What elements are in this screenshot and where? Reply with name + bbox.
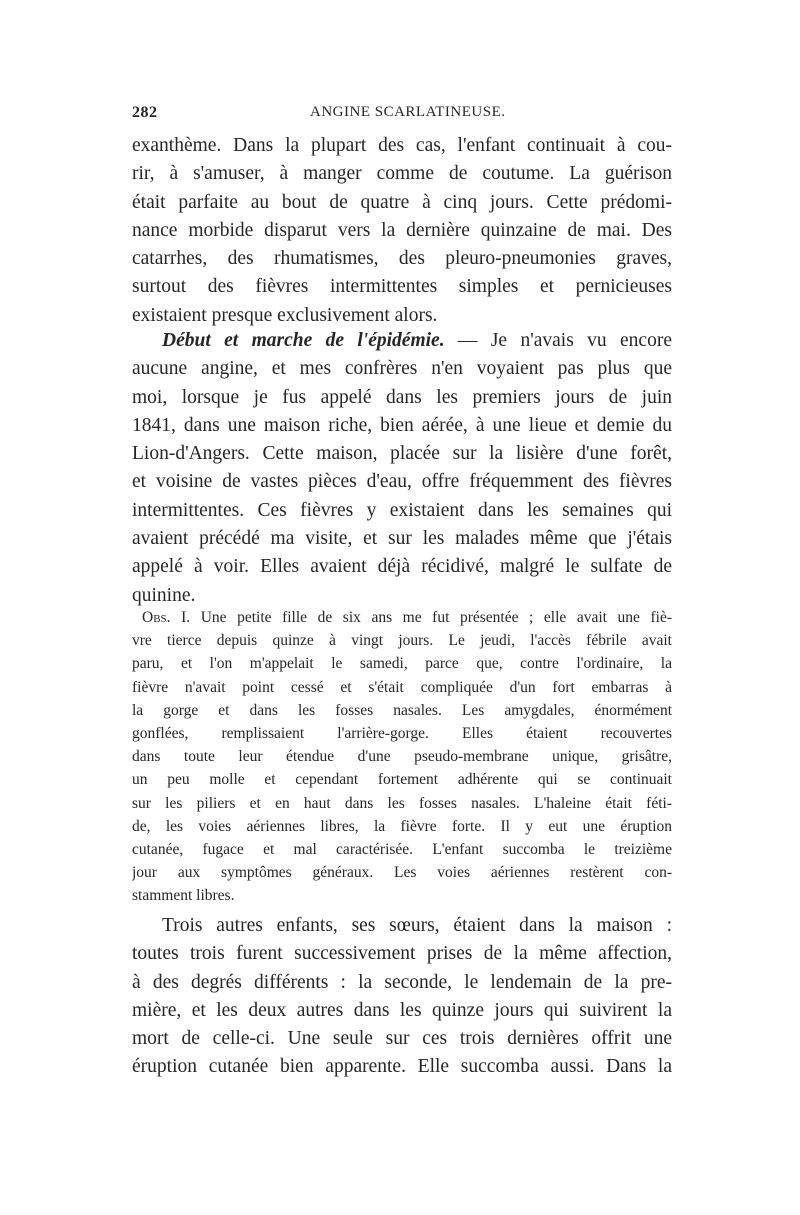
text-line: de, les voies aériennes libres, la fièvre forte. Il y eut une éruption: [132, 817, 672, 835]
text-line: et voisine de vastes pièces d'eau, offre fréquemment des fièvres: [132, 471, 672, 493]
text-fragment: Une petite fille de six ans me fut présentée ; elle avait une fiè-: [190, 609, 672, 626]
text-line: gonflées, remplissaient l'arrière-gorge. Elles étaient recouvertes: [132, 725, 672, 743]
observation-1: [132, 606, 672, 908]
text-line: mière, et les deux autres dans les quinze jours qui suivirent la: [132, 999, 672, 1021]
running-title: ANGINE SCARLATINEUSE.: [310, 104, 506, 120]
text-line: rir, à s'amuser, à manger comme de coutume. La guérison: [132, 163, 672, 185]
text-line: paru, et l'on m'appelait le samedi, parce que, contre l'ordinaire, la: [132, 655, 672, 673]
paragraph-2: [132, 327, 672, 610]
text-line: [132, 327, 672, 355]
page-number: 282: [132, 104, 158, 121]
text-line: intermittentes. Ces fièvres y existaient dans les semaines qui: [132, 499, 672, 521]
text-line: Trois autres enfants, ses sœurs, étaient dans la maison :: [162, 915, 672, 936]
text-line: jour aux symptômes généraux. Les voies aériennes restèrent con-: [132, 864, 672, 882]
text-line: moi, lorsque je fus appelé dans les premiers jours de juin: [132, 386, 672, 408]
text-line: Lion-d'Angers. Cette maison, placée sur la lisière d'une forêt,: [132, 443, 672, 465]
text-line: un peu molle et cependant fortement adhérente qui se continuait: [132, 771, 672, 789]
paragraph-3: [132, 912, 672, 1082]
text-line: avaient précédé ma visite, et sur les malades même que j'étais: [132, 528, 672, 550]
text-line: fièvre n'avait point cessé et s'était compliquée d'un fort embarras à: [132, 678, 672, 696]
text-line: existaient presque exclusivement alors.: [132, 304, 438, 326]
text-fragment: — Je n'avais vu encore: [444, 330, 672, 351]
paragraph-1: [132, 132, 672, 330]
text-line: vre tierce depuis quinze à vingt jours. Le jeudi, l'accès fébrile avait: [132, 632, 672, 650]
text-line: toutes trois furent successivement prises de la même affection,: [132, 943, 672, 965]
text-line: mort de celle-ci. Une seule sur ces trois dernières offrit une: [132, 1028, 672, 1050]
text-line: cutanée, fugace et mal caractérisée. L'enfant succomba le treizième: [132, 841, 672, 859]
text-line: surtout des fièvres intermittentes simples et pernicieuses: [132, 276, 672, 298]
text-line: catarrhes, des rhumatismes, des pleuro-pneumonies graves,: [132, 248, 672, 270]
section-heading: Début et marche de l'épidémie.: [162, 330, 445, 351]
text-line: éruption cutanée bien apparente. Elle succomba aussi. Dans la: [132, 1056, 672, 1078]
text-line: dans toute leur étendue d'une pseudo-membrane unique, grisâtre,: [132, 748, 672, 766]
text-line: [132, 606, 672, 629]
text-line: nance morbide disparut vers la dernière quinzaine de mai. Des: [132, 219, 672, 241]
text-line: était parfaite au bout de quatre à cinq jours. Cette prédomi-: [132, 191, 672, 213]
text-line: à des degrés différents : la seconde, le lendemain de la pre-: [132, 971, 672, 993]
text-line: quinine.: [132, 584, 196, 606]
text-line: 1841, dans une maison riche, bien aérée, à une lieue et demie du: [132, 414, 672, 436]
running-head: [132, 100, 678, 126]
observation-label: Obs. I.: [142, 609, 191, 626]
text-line: appelé à voir. Elles avaient déjà récidivé, malgré le sulfate de: [132, 556, 672, 578]
text-line: stamment libres.: [132, 887, 235, 905]
text-line: la gorge et dans les fosses nasales. Les amygdales, énormément: [132, 701, 672, 719]
text-line: exanthème. Dans la plupart des cas, l'enfant continuait à cou-: [132, 135, 672, 156]
text-line: sur les piliers et en haut dans les fosses nasales. L'haleine était féti-: [132, 794, 672, 812]
text-line: aucune angine, et mes confrères n'en voyaient pas plus que: [132, 358, 672, 380]
